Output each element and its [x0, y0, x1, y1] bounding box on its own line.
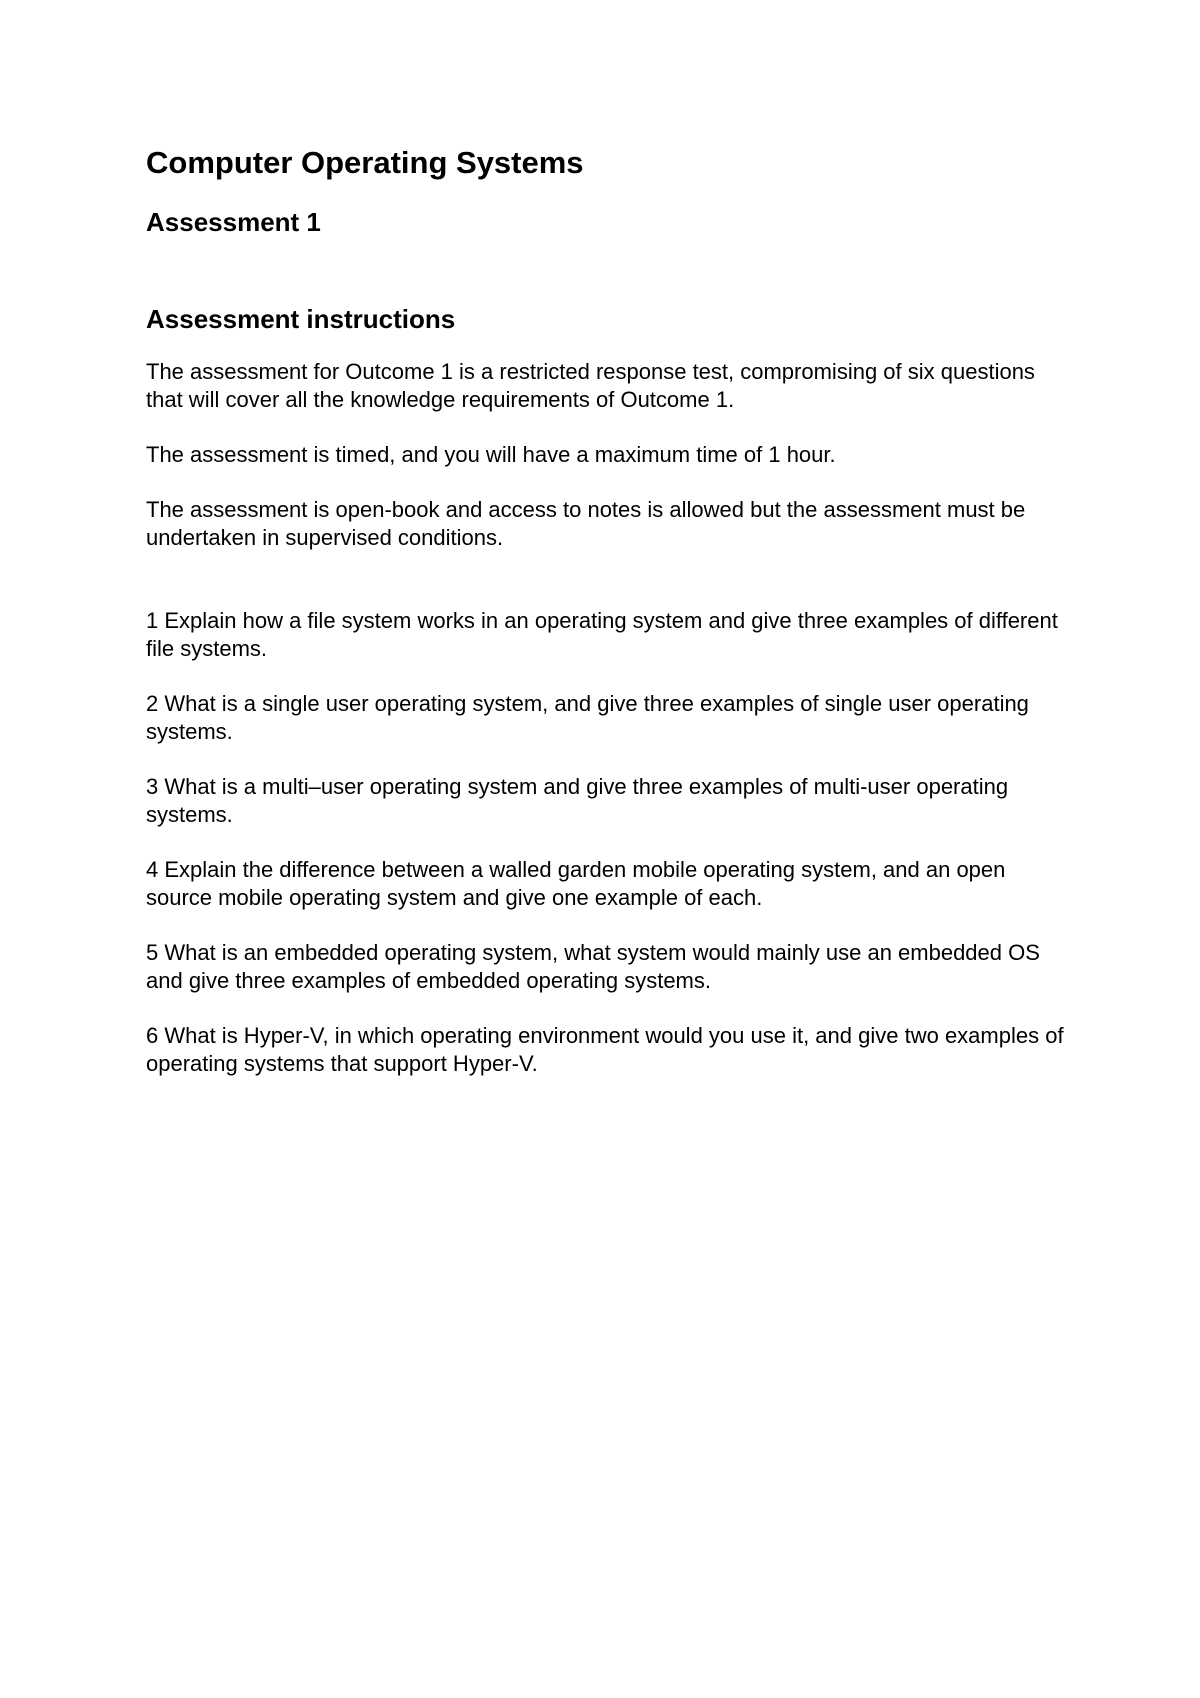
question-2: 2 What is a single user operating system, and give three examples of single user operating systems. — [146, 691, 1029, 744]
instructions-heading: Assessment instructions — [146, 304, 456, 334]
document-title: Computer Operating Systems — [146, 145, 584, 180]
question-4: 4 Explain the difference between a walled garden mobile operating system, and an open source mobile operating system and give one example of each. — [146, 857, 1006, 910]
instruction-paragraph: The assessment is open-book and access to notes is allowed but the assessment must be undertaken in supervised conditions. — [146, 497, 1026, 550]
question-6: 6 What is Hyper-V, in which operating environment would you use it, and give two examples of operating systems that support Hyper-V. — [146, 1023, 1064, 1076]
question-3: 3 What is a multi–user operating system and give three examples of multi-user operating systems. — [146, 774, 1009, 827]
instructions-section — [146, 358, 1076, 552]
questions-section — [146, 607, 1076, 1078]
question-1: 1 Explain how a file system works in an operating system and give three examples of different file systems. — [146, 608, 1058, 661]
question-5: 5 What is an embedded operating system, what system would mainly use an embedded OS and give three examples of embedded operating systems. — [146, 940, 1040, 993]
document-subtitle: Assessment 1 — [146, 207, 321, 237]
instruction-paragraph: The assessment for Outcome 1 is a restricted response test, compromising of six questions that will cover all the knowledge requirements of Outcome 1. — [146, 359, 1035, 412]
document-content — [146, 144, 1076, 1078]
instruction-paragraph: The assessment is timed, and you will have a maximum time of 1 hour. — [146, 442, 836, 467]
